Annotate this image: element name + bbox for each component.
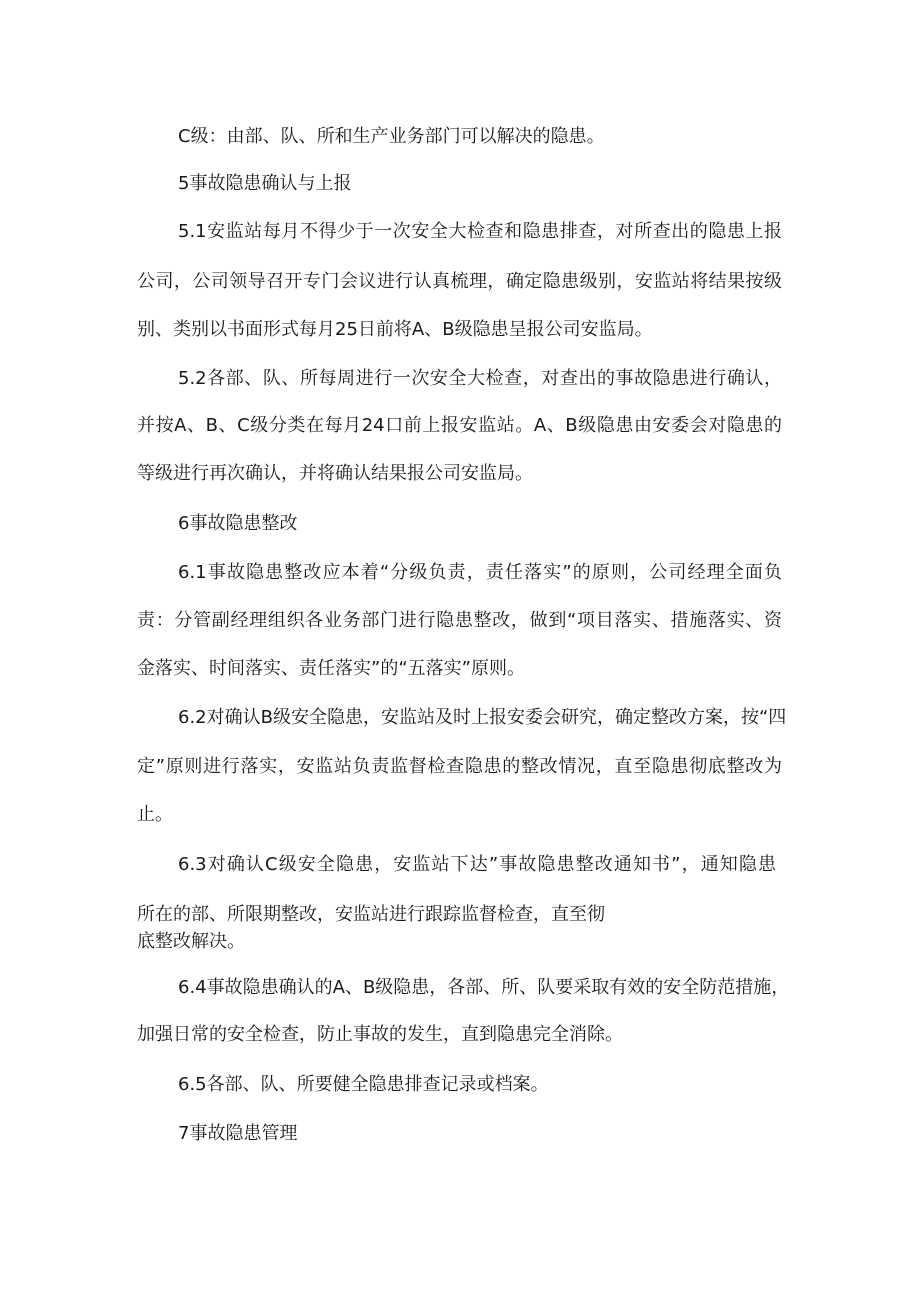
paragraph-5-1-line-3: 别、类别以书面形式每月25日前将A、B级隐患呈报公司安监局。	[137, 319, 653, 340]
section-heading-5: 5事故隐患确认与上报	[178, 173, 352, 194]
paragraph-5-2-line-2: 并按A、B、C级分类在每月24口前上报安监站。A、B级隐患由安委会对隐患的	[137, 415, 782, 436]
section-heading-7: 7事故隐患管理	[178, 1123, 298, 1144]
paragraph-6-2-line-1: 6.2对确认B级安全隐患，安监站及时上报安委会研究，确定整改方案，按“四	[178, 707, 787, 728]
paragraph-6-2-line-2: 定”原则进行落实，安监站负责监督检查隐患的整改情况，直至隐患彻底整改为	[137, 756, 782, 777]
paragraph-5-2-line-3: 等级进行再次确认，并将确认结果报公司安监局。	[137, 463, 533, 484]
paragraph-6-3-line-2: 所在的部、所限期整改，安监站进行跟踪监督检查，直至彻	[137, 904, 605, 925]
paragraph-5-2-line-1: 5.2各部、队、所每周进行一次安全大检查，对查出的事故隐患进行确认，	[178, 368, 782, 389]
paragraph-6-2-line-3: 止。	[137, 804, 173, 825]
paragraph-6-4-line-2: 加强日常的安全检查，防止事故的发生，直到隐患完全消除。	[137, 1024, 623, 1045]
paragraph-6-3-line-3: 底整改解决。	[137, 931, 245, 952]
paragraph-5-1-line-2: 公司，公司领导召开专门会议进行认真梳理，确定隐患级别，安监站将结果按级	[137, 271, 782, 292]
paragraph-6-5: 6.5各部、队、所要健全隐患排查记录或档案。	[178, 1074, 549, 1095]
section-heading-6: 6事故隐患整改	[178, 513, 298, 534]
paragraph-c-level: C级：由部、队、所和生产业务部门可以解决的隐患。	[178, 126, 605, 147]
paragraph-5-1-line-1: 5.1安监站每月不得少于一次安全大检查和隐患排查，对所查出的隐患上报	[178, 221, 782, 242]
paragraph-6-3-line-1: 6.3对确认C级安全隐患，安监站下达”事故隐患整改通知书”，通知隐患	[178, 854, 776, 875]
paragraph-6-1-line-2: 责：分管副经理组织各业务部门进行隐患整改，做到“项目落实、措施落实、资	[137, 610, 782, 631]
paragraph-6-4-line-1: 6.4事故隐患确认的A、B级隐患，各部、所、队要采取有效的安全防范措施，	[178, 977, 790, 998]
paragraph-6-1-line-1: 6.1事故隐患整改应本着“分级负责，责任落实”的原则，公司经理全面负	[178, 562, 782, 583]
paragraph-6-1-line-3: 金落实、时间落实、责任落实”的“五落实”原则。	[137, 658, 525, 679]
